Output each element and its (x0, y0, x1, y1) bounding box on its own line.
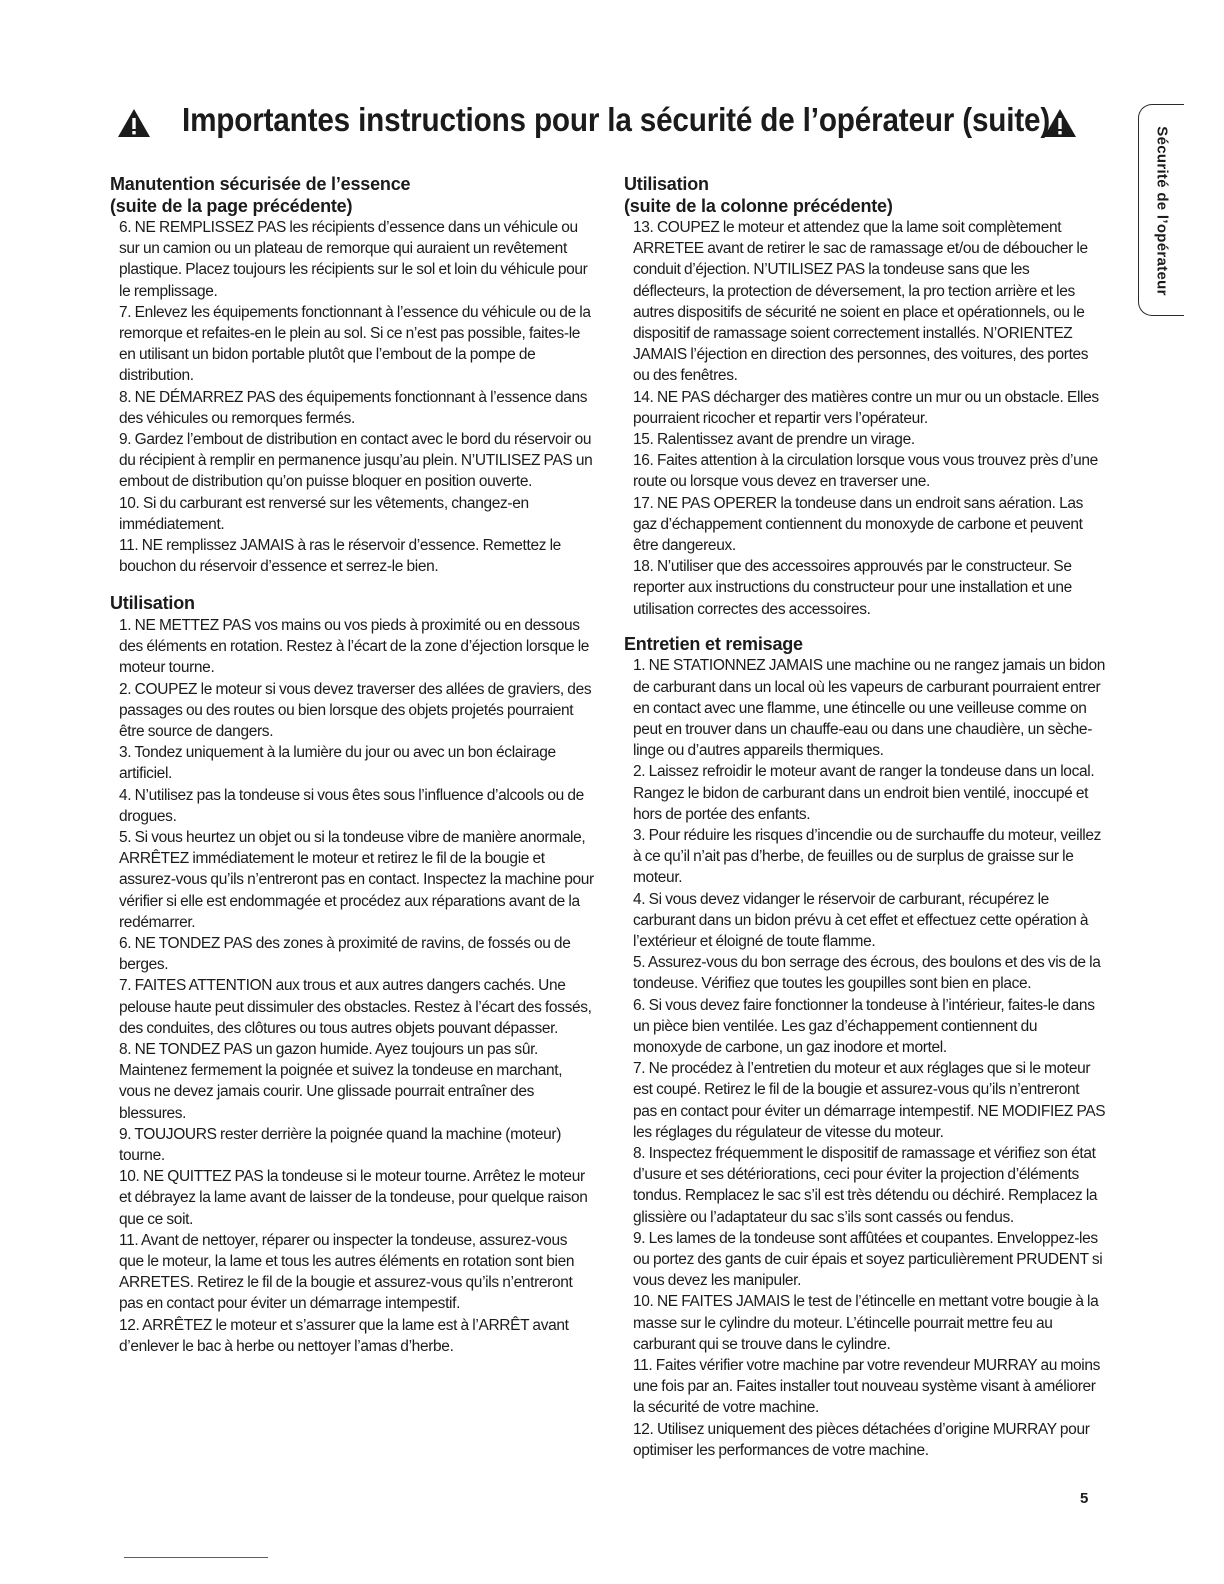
instruction-item: 4. Si vous devez vidanger le réservoir de carburant, récupérez le carburant dans un bidon prévu à cet effet et effectuez cette opération à l’extérieur et éloigné de toute flamme. (633, 890, 1089, 950)
instruction-item: 9. TOUJOURS rester derrière la poignée quand la machine (moteur) tourne. (119, 1125, 562, 1165)
instruction-item: 9. Gardez l’embout de distribution en contact avec le bord du réservoir ou du récipient à remplir en permanence jusqu’au plein. N’UTILISEZ PAS un embout de distribution qu’on puisse bloquer en position ouverte. (119, 431, 593, 491)
instruction-item: 1. NE METTEZ PAS vos mains ou vos pieds à proximité ou en dessous des éléments en rotation. Restez à l’écart de la zone d’éjection lorsque le moteur tourne. (119, 616, 590, 677)
instruction-item: 4. N’utilisez pas la tondeuse si vous êtes sous l’influence d’alcools ou de drogues. (119, 786, 584, 825)
instruction-list (624, 655, 1106, 1461)
right-column (624, 174, 1106, 1461)
instruction-item: 6. Si vous devez faire fonctionner la tondeuse à l’intérieur, faites-le dans un pièce bien ventilée. Les gaz d’échappement contiennent du monoxyde de carbone, un gaz inodore et mortel. (633, 996, 1095, 1057)
instruction-item: 14. NE PAS décharger des matières contre un mur ou un obstacle. Elles pourraient ricocher et repartir vers l’opérateur. (633, 388, 1099, 427)
section-spacer (110, 577, 594, 593)
instruction-list (110, 615, 594, 1357)
operation-continued-section (624, 174, 1106, 620)
instruction-item: 7. FAITES ATTENTION aux trous et aux autres dangers cachés. Une pelouse haute peut dissimuler des obstacles. Restez à l’écart des fossés, des conduites, des clôtures ou tous autres objets pouvant dépasser. (119, 977, 592, 1037)
instruction-item: 3. Tondez uniquement à la lumière du jour ou avec un bon éclairage artificiel. (119, 744, 556, 783)
section-heading (624, 174, 1106, 217)
instruction-item: 7. Enlevez les équipements fonctionnant à l’essence du véhicule ou de la remorque et refaites-en le plein au sol. Si ce n’est pas possible, faites-le en utilisant un bidon portable plutôt que l’embout de la pompe de distribution. (119, 303, 591, 385)
instruction-item: 3. Pour réduire les risques d’incendie ou de surchauffe du moteur, veillez à ce qu’il n’ait pas d’herbe, de feuilles ou de surplus de graisse sur le moteur. (633, 826, 1102, 887)
instruction-item: 5. Assurez-vous du bon serrage des écrous, des boulons et des vis de la tondeuse. Vérifiez que toutes les goupilles sont bien en place. (633, 954, 1101, 993)
instruction-item: 2. COUPEZ le moteur si vous devez traverser des allées de graviers, des passages ou des routes ou bien lorsque des objets projetés pourraient être source de dangers. (119, 680, 592, 740)
instruction-item: 11. NE remplissez JAMAIS à ras le réservoir d’essence. Remettez le bouchon du réservoir d’essence et serrez-le bien. (119, 537, 561, 576)
section-heading-line: Entretien et remisage (624, 633, 803, 654)
section-heading (624, 634, 1106, 656)
section-spacer (624, 620, 1106, 634)
instruction-item: 8. NE DÉMARREZ PAS des équipements fonctionnant à l’essence dans des véhicules ou remorques fermés. (119, 388, 588, 427)
instruction-item: 5. Si vous heurtez un objet ou si la tondeuse vibre de manière anormale, ARRÊTEZ immédiatement le moteur et retirez le fil de la bougie et assurez-vous qu’ils n’entreront pas en contact. Inspectez la machine pour vérifier si elle est endommagée et procédez aux réparations avant de la redémarrer. (119, 828, 594, 931)
fuel-handling-section (110, 174, 594, 577)
instruction-item: 1. NE STATIONNEZ JAMAIS une machine ou ne rangez jamais un bidon de carburant dans un local où les vapeurs de carburant pourraient entrer en contact avec une flamme, une étincelle ou une veilleuse comme on peut en trouver dans un chauffe-eau ou dans une chaudière, un sèche-linge ou d’autres appareils thermiques. (633, 657, 1106, 760)
side-tab (1138, 104, 1184, 316)
instruction-item: 12. ARRÊTEZ le moteur et s’assurer que la lame est à l’ARRÊT avant d’enlever le bac à herbe ou nettoyer l’amas d’herbe. (119, 1316, 569, 1355)
instruction-item: 10. Si du carburant est renversé sur les vêtements, changez-en immédiatement. (119, 494, 529, 533)
instruction-item: 10. NE QUITTEZ PAS la tondeuse si le moteur tourne. Arrêtez le moteur et débrayez la lame avant de laisser de la tondeuse, pour quelque raison que ce soit. (119, 1168, 588, 1228)
instruction-list (624, 217, 1106, 620)
instruction-list (110, 217, 594, 577)
instruction-item: 2. Laissez refroidir le moteur avant de ranger la tondeuse dans un local. Rangez le bidon de carburant dans un endroit bien ventilé, inoccupé et hors de portée des enfants. (633, 763, 1095, 823)
instruction-item: 10. NE FAITES JAMAIS le test de l’étincelle en mettant votre bougie à la masse sur le cylindre du moteur. L’étincelle pourrait mettre feu au carburant qui se trouve dans le cylindre. (633, 1293, 1099, 1353)
instruction-item: 18. N’utiliser que des accessoires approuvés par le constructeur. Se reporter aux instructions du constructeur pour une installation et une utilisation correctes des accessoires. (633, 558, 1072, 618)
instruction-item: 7. Ne procédez à l’entretien du moteur et aux réglages que si le moteur est coupé. Retirez le fil de la bougie et assurez-vous qu’ils n’entreront pas en contact pour éviter un démarrage intempestif. NE MODIFIEZ PAS les réglages du régulateur de vitesse du moteur. (633, 1060, 1106, 1141)
instruction-item: 6. NE TONDEZ PAS des zones à proximité de ravins, de fossés ou de berges. (119, 935, 571, 974)
instruction-item: 11. Avant de nettoyer, réparer ou inspecter la tondeuse, assurez-vous que le moteur, la lame et tous les autres éléments en rotation sont bien ARRETES. Retirez le fil de la bougie et assurez-vous qu’ils n’entreront pas en contact pour éviter un démarrage intempestif. (119, 1231, 575, 1313)
instruction-item: 11. Faites vérifier votre machine par votre revendeur MURRAY au moins une fois par an. Faites installer tout nouveau système visant à améliorer la sécurité de votre machine. (633, 1357, 1101, 1417)
operation-section (110, 593, 594, 1357)
page-title: Importantes instructions pour la sécurité de l’opérateur (suite) (182, 101, 1051, 138)
side-tab-label: Sécurité de l’opérateur (1153, 126, 1171, 296)
section-heading-line: Manutention sécurisée de l’essence (110, 174, 411, 194)
instruction-item: 8. NE TONDEZ PAS un gazon humide. Ayez toujours un pas sûr. Maintenez fermement la poignée et suivez la tondeuse en marchant, vous ne devez jamais courir. Une glissade pourrait entraîner des blessures. (119, 1041, 563, 1122)
section-heading-line: Utilisation (624, 174, 709, 194)
instruction-item: 17. NE PAS OPERER la tondeuse dans un endroit sans aération. Las gaz d’échappement contiennent du monoxyde de carbone et peuvent être dangereux. (633, 494, 1084, 555)
instruction-item: 13. COUPEZ le moteur et attendez que la lame soit complètement ARRETEE avant de retirer le sac de ramassage et/ou de déboucher le conduit d’éjection. N’UTILISEZ PAS la tondeuse sans que les déflecteurs, la protection de déversement, la pro tection arrière et les autres dispositifs de sécurité ne soient en place et opérationnels, ou le dispositif de ramassage soient correctement installés. N’ORIENTEZ JAMAIS l’éjection en direction des personnes, des voitures, des portes ou des fenêtres. (633, 219, 1089, 385)
warning-triangle-icon (1042, 107, 1078, 139)
section-heading (110, 593, 594, 615)
page-number: 5 (1080, 1490, 1089, 1507)
instruction-item: 8. Inspectez fréquemment le dispositif de ramassage et vérifiez son état d’usure et ses détériorations, ceci pour éviter la projection d’éléments tondus. Remplacez le sac s’il est très détendu ou déchiré. Remplacez la glissière ou l’adaptateur du sac s’ils sont cassés ou fendus. (633, 1145, 1098, 1226)
section-subheading-line: (suite de la page précédente) (110, 195, 353, 216)
section-heading (110, 174, 594, 217)
left-column (110, 174, 594, 1357)
instruction-item: 16. Faites attention à la circulation lorsque vous vous trouvez près d’une route ou lorsque vous devez en traverser une. (633, 452, 1098, 491)
section-subheading-line: (suite de la colonne précédente) (624, 195, 893, 216)
instruction-item: 6. NE REMPLISSEZ PAS les récipients d’essence dans un véhicule ou sur un camion ou un plateau de remorque qui auraient un revêtement plastique. Placez toujours les récipients sur le sol et loin du véhicule pour le remplissage. (119, 219, 588, 300)
instruction-item: 9. Les lames de la tondeuse sont affûtées et coupantes. Enveloppez-les ou portez des gants de cuir épais et soyez particulièrement PRUDENT si vous devez les manipuler. (633, 1229, 1103, 1290)
maintenance-section (624, 634, 1106, 1461)
footer-rule (124, 1557, 268, 1558)
warning-triangle-icon (116, 107, 152, 139)
instruction-item: 15. Ralentissez avant de prendre un virage. (633, 431, 915, 449)
section-heading-line: Utilisation (110, 593, 195, 614)
instruction-item: 12. Utilisez uniquement des pièces détachées d’origine MURRAY pour optimiser les performances de votre machine. (633, 1420, 1090, 1459)
title-bar (116, 103, 1084, 147)
